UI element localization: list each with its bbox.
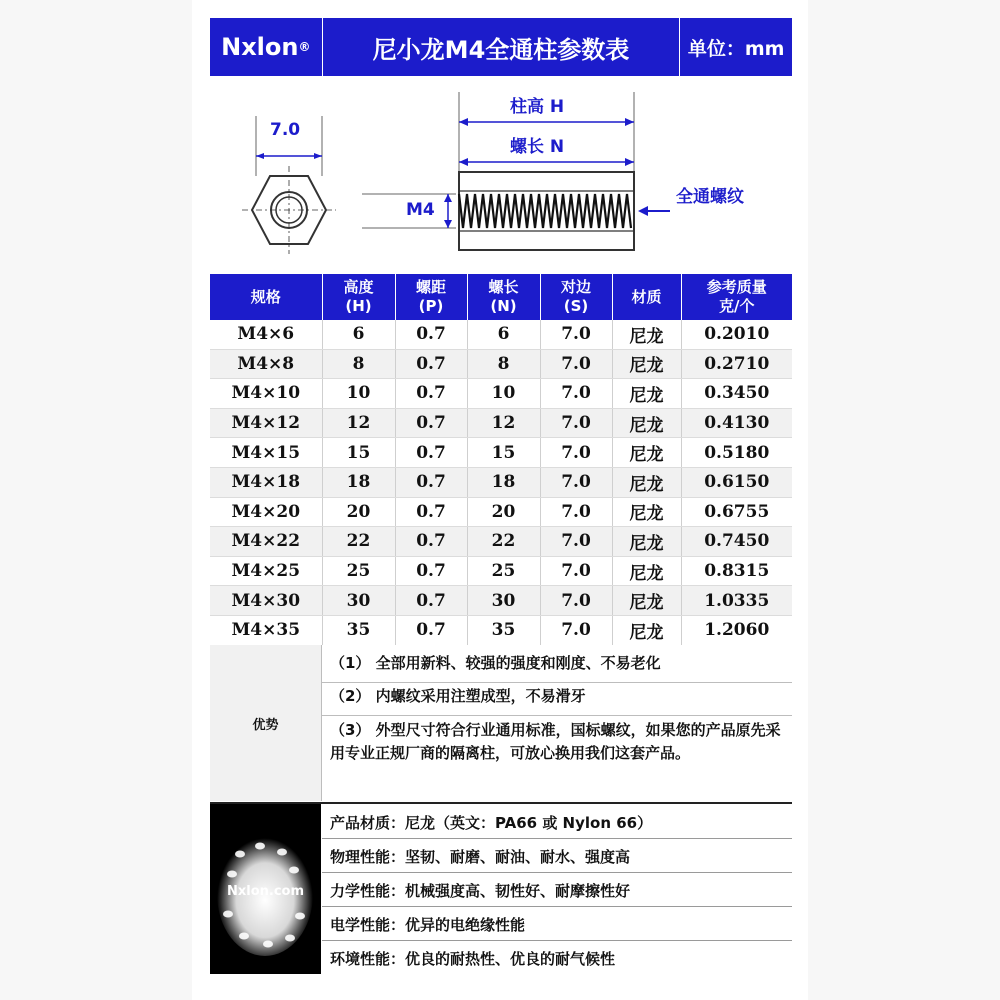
cell-material: 尼龙 bbox=[612, 349, 681, 379]
cell-thread-length: 10 bbox=[467, 379, 540, 409]
divider bbox=[322, 838, 792, 839]
cell-material: 尼龙 bbox=[612, 320, 681, 349]
cell-material: 尼龙 bbox=[612, 615, 681, 645]
cell-pitch: 0.7 bbox=[395, 556, 467, 586]
header-bar bbox=[210, 18, 792, 76]
cell-across-flats: 7.0 bbox=[540, 586, 612, 616]
cell-thread-length: 35 bbox=[467, 615, 540, 645]
table-row bbox=[210, 527, 792, 557]
advantage-item: （2） 内螺纹采用注塑成型，不易滑牙 bbox=[330, 687, 586, 705]
cell-pitch: 0.7 bbox=[395, 497, 467, 527]
cell-weight: 0.4130 bbox=[681, 408, 792, 438]
cell-across-flats: 7.0 bbox=[540, 408, 612, 438]
thread-length-label: 螺长 N bbox=[510, 137, 565, 157]
cell-material: 尼龙 bbox=[612, 408, 681, 438]
cell-pitch: 0.7 bbox=[395, 467, 467, 497]
cell-material: 尼龙 bbox=[612, 586, 681, 616]
cell-material: 尼龙 bbox=[612, 438, 681, 468]
col-header-material bbox=[612, 274, 681, 320]
cell-weight: 0.8315 bbox=[681, 556, 792, 586]
cell-thread-length: 22 bbox=[467, 527, 540, 557]
brand-logo bbox=[210, 18, 323, 76]
cell-material: 尼龙 bbox=[612, 379, 681, 409]
cell-height: 30 bbox=[322, 586, 395, 616]
cell-weight: 0.7450 bbox=[681, 527, 792, 557]
cell-pitch: 0.7 bbox=[395, 615, 467, 645]
registered-mark: ® bbox=[298, 40, 311, 54]
cell-material: 尼龙 bbox=[612, 527, 681, 557]
material-row: 环境性能：优良的耐热性、优良的耐气候性 bbox=[330, 950, 616, 968]
spec-table bbox=[210, 274, 792, 646]
cell-height: 22 bbox=[322, 527, 395, 557]
header-text: 规格 bbox=[250, 287, 281, 306]
cell-across-flats: 7.0 bbox=[540, 379, 612, 409]
table-row bbox=[210, 556, 792, 586]
table-row bbox=[210, 349, 792, 379]
cell-weight: 0.6150 bbox=[681, 467, 792, 497]
brand-name: Nxlon bbox=[221, 33, 299, 61]
cell-height: 25 bbox=[322, 556, 395, 586]
cell-spec: M4×12 bbox=[210, 408, 322, 438]
divider bbox=[322, 872, 792, 873]
cell-material: 尼龙 bbox=[612, 497, 681, 527]
cell-thread-length: 15 bbox=[467, 438, 540, 468]
cell-height: 10 bbox=[322, 379, 395, 409]
table-row bbox=[210, 615, 792, 645]
material-row: 电学性能：优异的电绝缘性能 bbox=[330, 916, 526, 934]
divider bbox=[322, 906, 792, 907]
table-row bbox=[210, 438, 792, 468]
table-row bbox=[210, 379, 792, 409]
advantages-section bbox=[210, 645, 792, 801]
cell-pitch: 0.7 bbox=[395, 320, 467, 349]
advantages-label: 优势 bbox=[210, 645, 322, 801]
cell-height: 20 bbox=[322, 497, 395, 527]
cell-thread-length: 18 bbox=[467, 467, 540, 497]
technical-drawing bbox=[210, 76, 792, 274]
cell-spec: M4×8 bbox=[210, 349, 322, 379]
cell-pitch: 0.7 bbox=[395, 527, 467, 557]
cell-height: 8 bbox=[322, 349, 395, 379]
cell-across-flats: 7.0 bbox=[540, 320, 612, 349]
advantage-item: （1） 全部用新料、较强的强度和刚度、不易老化 bbox=[330, 654, 661, 672]
cell-height: 18 bbox=[322, 467, 395, 497]
col-header-weight bbox=[681, 274, 792, 320]
header-text: 参考质量 bbox=[706, 278, 767, 296]
cell-weight: 0.3450 bbox=[681, 379, 792, 409]
site-watermark: Nxlon.com bbox=[226, 884, 305, 899]
cell-weight: 0.5180 bbox=[681, 438, 792, 468]
full-thread-callout: 全通螺纹 bbox=[676, 187, 744, 207]
header-text: 材质 bbox=[631, 287, 662, 306]
cell-height: 6 bbox=[322, 320, 395, 349]
header-text: 螺长 bbox=[488, 278, 519, 296]
cell-weight: 0.2010 bbox=[681, 320, 792, 349]
cell-pitch: 0.7 bbox=[395, 408, 467, 438]
drawing-canvas bbox=[210, 76, 792, 274]
divider bbox=[322, 682, 792, 683]
cell-thread-length: 25 bbox=[467, 556, 540, 586]
table-body bbox=[210, 320, 792, 645]
header-subtext: (N) bbox=[490, 297, 517, 315]
cell-pitch: 0.7 bbox=[395, 586, 467, 616]
cell-across-flats: 7.0 bbox=[540, 527, 612, 557]
table-header-row bbox=[210, 274, 792, 320]
cell-spec: M4×6 bbox=[210, 320, 322, 349]
header-text: 高度 bbox=[343, 278, 374, 296]
cell-thread-length: 8 bbox=[467, 349, 540, 379]
unit-label: 单位：mm bbox=[687, 37, 785, 60]
col-header-across-flats bbox=[540, 274, 612, 320]
page-title: 尼小龙M4全通柱参数表 bbox=[323, 18, 681, 76]
thread-size-label: M4 bbox=[406, 200, 435, 220]
cell-pitch: 0.7 bbox=[395, 349, 467, 379]
cell-across-flats: 7.0 bbox=[540, 349, 612, 379]
cell-spec: M4×30 bbox=[210, 586, 322, 616]
col-header-thread-length bbox=[467, 274, 540, 320]
material-row: 物理性能：坚韧、耐磨、耐油、耐水、强度高 bbox=[330, 848, 631, 866]
header-text: 对边 bbox=[560, 278, 591, 296]
width-dimension-label: 7.0 bbox=[270, 120, 301, 140]
cell-across-flats: 7.0 bbox=[540, 438, 612, 468]
material-row: 力学性能：机械强度高、韧性好、耐摩擦性好 bbox=[330, 882, 631, 900]
cell-pitch: 0.7 bbox=[395, 438, 467, 468]
col-header-spec bbox=[210, 274, 322, 320]
table-row bbox=[210, 467, 792, 497]
cell-material: 尼龙 bbox=[612, 556, 681, 586]
table-row bbox=[210, 408, 792, 438]
left-margin bbox=[0, 0, 192, 1000]
cell-material: 尼龙 bbox=[612, 467, 681, 497]
cell-thread-length: 12 bbox=[467, 408, 540, 438]
col-header-height bbox=[322, 274, 395, 320]
cell-pitch: 0.7 bbox=[395, 379, 467, 409]
col-header-pitch bbox=[395, 274, 467, 320]
header-subtext: (S) bbox=[563, 297, 589, 315]
material-row: 产品材质：尼龙（英文：PA66 或 Nylon 66） bbox=[330, 814, 653, 832]
nylon-pellets-image bbox=[210, 804, 321, 974]
cell-spec: M4×10 bbox=[210, 379, 322, 409]
cell-thread-length: 30 bbox=[467, 586, 540, 616]
table-row bbox=[210, 586, 792, 616]
cell-across-flats: 7.0 bbox=[540, 615, 612, 645]
cell-across-flats: 7.0 bbox=[540, 467, 612, 497]
cell-weight: 1.2060 bbox=[681, 615, 792, 645]
cell-weight: 0.2710 bbox=[681, 349, 792, 379]
cell-spec: M4×20 bbox=[210, 497, 322, 527]
cell-thread-length: 6 bbox=[467, 320, 540, 349]
header-text: 螺距 bbox=[415, 278, 446, 296]
header-subtext: (P) bbox=[418, 297, 444, 315]
table-row bbox=[210, 497, 792, 527]
table-row bbox=[210, 320, 792, 349]
cell-weight: 1.0335 bbox=[681, 586, 792, 616]
divider bbox=[322, 715, 792, 716]
cell-spec: M4×35 bbox=[210, 615, 322, 645]
cell-across-flats: 7.0 bbox=[540, 497, 612, 527]
divider bbox=[322, 940, 792, 941]
right-margin bbox=[808, 0, 1000, 1000]
cell-thread-length: 20 bbox=[467, 497, 540, 527]
height-dimension-label: 柱高 H bbox=[510, 97, 565, 117]
cell-spec: M4×15 bbox=[210, 438, 322, 468]
cell-height: 35 bbox=[322, 615, 395, 645]
cell-height: 15 bbox=[322, 438, 395, 468]
cell-spec: M4×22 bbox=[210, 527, 322, 557]
cell-across-flats: 7.0 bbox=[540, 556, 612, 586]
cell-weight: 0.6755 bbox=[681, 497, 792, 527]
cell-height: 12 bbox=[322, 408, 395, 438]
header-subtext: (H) bbox=[345, 297, 372, 315]
advantage-item: （3） 外型尺寸符合行业通用标准，国标螺纹，如果您的产品原先采用专业正规厂商的隔离柱，可放心换用我们这套产品。 bbox=[330, 721, 781, 762]
cell-spec: M4×25 bbox=[210, 556, 322, 586]
cell-spec: M4×18 bbox=[210, 467, 322, 497]
material-section bbox=[210, 802, 792, 974]
header-subtext: 克/个 bbox=[719, 297, 755, 315]
